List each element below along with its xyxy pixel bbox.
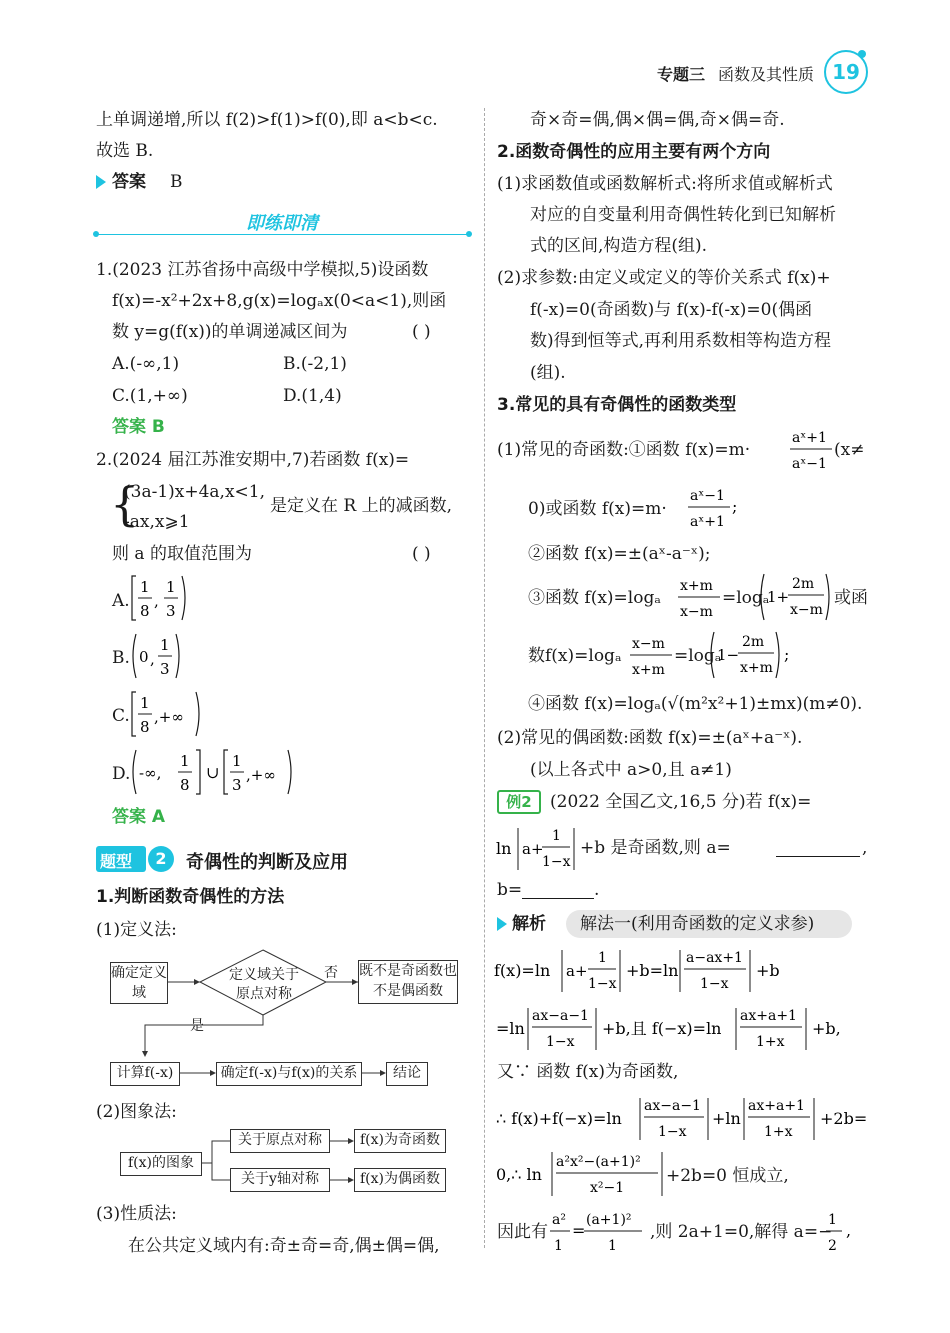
svg-text:3: 3 bbox=[160, 660, 170, 678]
svg-text:=: = bbox=[572, 1221, 586, 1240]
svg-text:1: 1 bbox=[166, 578, 176, 596]
svg-text:1: 1 bbox=[180, 752, 190, 770]
interval-a-svg bbox=[130, 572, 190, 624]
svg-text:+b,且 f(−x)=ln: +b,且 f(−x)=ln bbox=[602, 1019, 722, 1038]
flow2-even-text: f(x)为偶函数 bbox=[359, 1171, 440, 1187]
flow2-origin-text: 关于原点对称 bbox=[238, 1132, 322, 1148]
svg-text:a²x²−(a+1)²: a²x²−(a+1)² bbox=[556, 1154, 641, 1170]
continuation-line-2: 故选 B. bbox=[96, 141, 154, 161]
svg-text:+b=ln: +b=ln bbox=[626, 961, 679, 980]
answer-label: 答案 bbox=[112, 172, 146, 192]
definition-method: (1)定义法: bbox=[96, 920, 177, 940]
odd-fourth-pre: ③函数 f(x)=logₐ bbox=[528, 588, 661, 608]
svg-text:0: 0 bbox=[139, 648, 149, 666]
flow2-root-text: f(x)的图象 bbox=[127, 1155, 194, 1171]
odd-fourth-mid: =logₐ bbox=[722, 588, 770, 608]
svg-text:2m: 2m bbox=[742, 634, 765, 650]
svg-text:;: ; bbox=[784, 645, 790, 664]
solution-equation-1 bbox=[494, 942, 864, 998]
property-text: 在公共定义域内有:奇±奇=奇,偶±偶=偶, bbox=[128, 1236, 440, 1256]
svg-text:1: 1 bbox=[554, 1238, 563, 1254]
q2-option-d-label[interactable]: D. bbox=[112, 764, 131, 784]
svg-text:1: 1 bbox=[552, 828, 561, 844]
q2-brace: { bbox=[110, 477, 140, 531]
svg-text:ax+a+1: ax+a+1 bbox=[740, 1008, 797, 1024]
q1-line-1: 1.(2023 江苏省扬中高级中学模拟,5)设函数 bbox=[96, 260, 429, 280]
solution-line-6-tail: ,则 2a+1=0,解得 a=− bbox=[650, 1222, 833, 1242]
odd-fraction-4a bbox=[676, 572, 724, 622]
svg-text:ax−a−1: ax−a−1 bbox=[532, 1008, 589, 1024]
app-2-line-2: f(-x)=0(奇函数)与 f(x)-f(-x)=0(偶函 bbox=[530, 300, 813, 320]
q1-option-c[interactable]: C.(1,+∞) bbox=[112, 386, 188, 406]
svg-text:x²−1: x²−1 bbox=[590, 1180, 625, 1196]
app-2-line-4: (组). bbox=[530, 363, 566, 383]
svg-text:1: 1 bbox=[160, 636, 170, 654]
svg-text:+2b=: +2b= bbox=[820, 1109, 868, 1128]
solution-equation-2 bbox=[494, 1000, 874, 1056]
svg-text:x+m: x+m bbox=[632, 662, 665, 678]
answer-blank-a[interactable] bbox=[776, 856, 860, 857]
graph-method: (2)图象法: bbox=[96, 1102, 177, 1122]
odd-fraction-1 bbox=[788, 424, 834, 474]
svg-text:1−: 1− bbox=[717, 646, 740, 664]
svg-text:1: 1 bbox=[828, 1212, 837, 1228]
q1-paren: ( ) bbox=[412, 322, 431, 342]
q2-option-d-interval bbox=[130, 746, 300, 798]
topic-num: 2 bbox=[155, 849, 167, 868]
flow-no-label: 否 bbox=[324, 965, 338, 981]
svg-text:2m: 2m bbox=[792, 576, 815, 592]
q1-line-3: 数 y=g(f(x))的单调递减区间为 bbox=[112, 322, 348, 342]
flow-yes-label: 是 bbox=[190, 1018, 204, 1034]
practice-dot-right bbox=[466, 231, 472, 237]
flow-box-compute bbox=[110, 1062, 180, 1086]
odd-fraction-5b bbox=[708, 628, 792, 682]
solution-label: 解析 bbox=[512, 914, 546, 934]
svg-text:1: 1 bbox=[140, 578, 150, 596]
solution-line-6-pre: 因此有 bbox=[497, 1222, 548, 1242]
flow2-odd-result bbox=[354, 1129, 446, 1153]
svg-text:8: 8 bbox=[140, 602, 150, 620]
svg-text:+ln: +ln bbox=[712, 1109, 741, 1128]
odd-fourth-tail: 或函 bbox=[834, 588, 868, 608]
svg-text:8: 8 bbox=[140, 718, 150, 736]
practice-dot-left bbox=[93, 231, 99, 237]
app-1-line-1: (1)求函数值或函数解析式:将所求值或解析式 bbox=[497, 174, 833, 194]
example-line-3: b= bbox=[497, 880, 523, 900]
flow2-even-result bbox=[354, 1168, 446, 1192]
flow-box-conclusion bbox=[386, 1062, 428, 1086]
page-number: 19 bbox=[832, 60, 860, 84]
period: . bbox=[594, 880, 600, 900]
svg-text:0,∴ ln: 0,∴ ln bbox=[496, 1165, 542, 1184]
flow-box-neither bbox=[358, 960, 458, 1004]
odd-fraction-2 bbox=[686, 482, 740, 532]
app-1-line-3: 式的区间,构造方程(组). bbox=[530, 236, 708, 256]
svg-text:1+x: 1+x bbox=[756, 1034, 785, 1050]
q2-option-b-label[interactable]: B. bbox=[112, 648, 130, 668]
flow-box-compute-text: 计算f(-x) bbox=[116, 1065, 174, 1081]
q2-case-1: (3a-1)x+4a,x<1, bbox=[124, 482, 266, 502]
odd-second-pre: 0)或函数 f(x)=m· bbox=[528, 499, 667, 519]
solution-method: 解法一(利用奇函数的定义求参) bbox=[580, 914, 815, 934]
property-method: (3)性质法: bbox=[96, 1204, 177, 1224]
odd-fraction-4b bbox=[758, 570, 834, 624]
svg-text:a−ax+1: a−ax+1 bbox=[686, 950, 743, 966]
svg-text:;: ; bbox=[732, 497, 738, 516]
topic-badge-label: 题型 bbox=[100, 852, 133, 871]
example-line-2-tail: +b 是奇函数,则 a= bbox=[580, 838, 731, 858]
conditions-note: (以上各式中 a>0,且 a≠1) bbox=[530, 760, 732, 780]
odd-third: ②函数 f(x)=±(aˣ-a⁻ˣ); bbox=[528, 544, 711, 564]
flow2-odd-text: f(x)为奇函数 bbox=[359, 1132, 440, 1148]
svg-text:a+: a+ bbox=[522, 840, 544, 858]
section-2-title: 2.函数奇偶性的应用主要有两个方向 bbox=[497, 142, 771, 162]
app-2-line-3: 数)得到恒等式,再利用系数相等构造方程 bbox=[530, 331, 832, 351]
answer-value: B bbox=[170, 172, 183, 192]
svg-text:1: 1 bbox=[598, 950, 607, 966]
app-1-line-2: 对应的自变量利用奇偶性转化到已知解析 bbox=[530, 205, 836, 225]
q2-line-3: 则 a 的取值范围为 bbox=[112, 544, 252, 564]
svg-text:aˣ+1: aˣ+1 bbox=[792, 430, 827, 446]
q1-answer: 答案 B bbox=[112, 417, 165, 437]
svg-text:aˣ−1: aˣ−1 bbox=[792, 456, 827, 472]
continuation-line-1: 上单调递增,所以 f(2)>f(1)>f(0),即 a<b<c. bbox=[96, 110, 438, 130]
solution-result-fraction bbox=[824, 1204, 864, 1260]
svg-text:1−x: 1−x bbox=[542, 854, 571, 870]
q1-option-d[interactable]: D.(1,4) bbox=[283, 386, 342, 406]
section-1-title: 1.判断函数奇偶性的方法 bbox=[96, 887, 285, 907]
flow-box-relation bbox=[216, 1062, 362, 1086]
q2-option-a-label[interactable]: A. bbox=[112, 591, 130, 611]
svg-text:f(x)=ln: f(x)=ln bbox=[494, 961, 551, 980]
svg-text:1−x: 1−x bbox=[546, 1034, 575, 1050]
answer-blank-b[interactable] bbox=[522, 898, 594, 899]
svg-text:aˣ+1: aˣ+1 bbox=[690, 514, 725, 530]
svg-text:∪: ∪ bbox=[206, 763, 220, 782]
q2-line-1: 2.(2024 届江苏淮安期中,7)若函数 f(x)= bbox=[96, 450, 410, 470]
example-label-box bbox=[497, 790, 541, 814]
flow-box-relation-text: 确定f(-x)与f(x)的关系 bbox=[220, 1065, 358, 1081]
flow2-yaxis-text: 关于y轴对称 bbox=[241, 1171, 319, 1187]
example-line-1: (2022 全国乙文,16,5 分)若 f(x)= bbox=[550, 792, 812, 812]
q1-option-a[interactable]: A.(-∞,1) bbox=[112, 354, 180, 374]
svg-text:,+∞: ,+∞ bbox=[246, 766, 276, 784]
odd-fifth-pre: 数f(x)=logₐ bbox=[528, 646, 622, 666]
svg-text:,+∞: ,+∞ bbox=[154, 708, 184, 726]
svg-text:-∞,: -∞, bbox=[139, 764, 162, 782]
svg-text:1−x: 1−x bbox=[658, 1124, 687, 1140]
q2-option-c-label[interactable]: C. bbox=[112, 706, 130, 726]
solution-line-3: 又∵ 函数 f(x)为奇函数, bbox=[497, 1062, 679, 1082]
q2-option-a-interval bbox=[130, 572, 190, 624]
section-3-title: 3.常见的具有奇偶性的函数类型 bbox=[497, 395, 737, 415]
flow2-origin-symmetric bbox=[230, 1129, 330, 1153]
flow2-yaxis-symmetric bbox=[230, 1168, 330, 1192]
flow-diamond-label: 定义域关于原点对称 bbox=[229, 967, 299, 1002]
svg-text:x+m: x+m bbox=[680, 578, 713, 594]
svg-text:ln: ln bbox=[496, 839, 512, 858]
svg-text:ax−a−1: ax−a−1 bbox=[644, 1098, 701, 1114]
header-chapter: 函数及其性质 bbox=[718, 65, 815, 84]
svg-text:x+m: x+m bbox=[740, 660, 773, 676]
svg-text:1−x: 1−x bbox=[588, 976, 617, 992]
odd-fifth-mid: =logₐ bbox=[674, 646, 722, 666]
svg-text:ax+a+1: ax+a+1 bbox=[748, 1098, 805, 1114]
q2-option-c-interval bbox=[130, 688, 210, 740]
solution-equation-4 bbox=[494, 1090, 874, 1146]
svg-text:3: 3 bbox=[166, 602, 176, 620]
svg-text:(a+1)²: (a+1)² bbox=[586, 1212, 632, 1228]
page-badge-dot bbox=[858, 50, 866, 58]
interval-b-svg bbox=[130, 630, 190, 682]
flow2-root bbox=[120, 1152, 202, 1176]
flow-diamond-text bbox=[224, 966, 304, 1004]
interval-d-svg bbox=[130, 746, 300, 798]
svg-text:,: , bbox=[154, 592, 159, 610]
svg-text:,: , bbox=[846, 1221, 852, 1240]
svg-text:x−m: x−m bbox=[680, 604, 713, 620]
interval-c-svg bbox=[130, 688, 210, 740]
flow-box-conclusion-text: 结论 bbox=[393, 1065, 421, 1081]
svg-text:x−m: x−m bbox=[790, 602, 823, 618]
svg-text:a+: a+ bbox=[566, 962, 588, 980]
q1-line-2: f(x)=-x²+2x+8,g(x)=logₐx(0<a<1),则函 bbox=[112, 291, 447, 311]
odd-sixth: ④函数 f(x)=logₐ(√(m²x²+1)±mx)(m≠0). bbox=[528, 694, 863, 714]
svg-text:x−m: x−m bbox=[632, 636, 665, 652]
practice-title: 即练即清 bbox=[246, 213, 318, 234]
right-line-1: 奇×奇=偶,偶×偶=偶,奇×偶=奇. bbox=[530, 110, 785, 130]
topic-num-circle bbox=[148, 846, 174, 872]
app-2-line-1: (2)求参数:由定义或定义的等价关系式 f(x)+ bbox=[497, 268, 831, 288]
odd-intro: (1)常见的奇函数:①函数 f(x)=m· bbox=[497, 440, 751, 460]
comma: , bbox=[862, 838, 868, 858]
svg-text:1: 1 bbox=[608, 1238, 617, 1254]
solution-line-5-tail: +2b=0 恒成立, bbox=[666, 1166, 789, 1186]
even-functions: (2)常见的偶函数:函数 f(x)=±(aˣ+a⁻ˣ). bbox=[497, 728, 803, 748]
svg-text:+b,: +b, bbox=[812, 1019, 841, 1038]
svg-text:2: 2 bbox=[828, 1238, 837, 1254]
header-topic: 专题三 bbox=[657, 65, 706, 84]
solution-equation-6 bbox=[548, 1204, 654, 1260]
answer-marker-icon bbox=[96, 175, 106, 189]
svg-text:1−x: 1−x bbox=[700, 976, 729, 992]
odd-intro-tail: (x≠ bbox=[834, 440, 865, 460]
q2-case-2: -ax,x⩾1 bbox=[124, 512, 190, 532]
svg-text:1+: 1+ bbox=[767, 588, 790, 606]
column-divider bbox=[484, 108, 485, 1248]
svg-text:8: 8 bbox=[180, 776, 190, 794]
svg-text:1+x: 1+x bbox=[764, 1124, 793, 1140]
q2-answer: 答案 A bbox=[112, 807, 166, 827]
odd-fraction-5a bbox=[628, 630, 676, 680]
solution-marker-icon bbox=[497, 917, 507, 931]
example-label: 例2 bbox=[506, 793, 532, 811]
q1-option-b[interactable]: B.(-2,1) bbox=[283, 354, 347, 374]
svg-text:3: 3 bbox=[232, 776, 242, 794]
flow-box-define-domain bbox=[110, 962, 168, 1004]
flow-box-define-domain-text: 确定定义域 bbox=[111, 965, 167, 1001]
svg-text:1: 1 bbox=[232, 752, 242, 770]
svg-text:+b: +b bbox=[756, 961, 780, 980]
topic-title: 奇偶性的判断及应用 bbox=[186, 852, 348, 873]
svg-text:a²: a² bbox=[552, 1212, 566, 1228]
solution-equation-5 bbox=[494, 1146, 674, 1202]
svg-text:=ln: =ln bbox=[496, 1019, 525, 1038]
flow-box-neither-text: 既不是奇函数也不是偶函数 bbox=[359, 963, 457, 999]
svg-text:1: 1 bbox=[140, 694, 150, 712]
svg-text:∴ f(x)+f(−x)=ln: ∴ f(x)+f(−x)=ln bbox=[496, 1109, 622, 1128]
svg-text:aˣ−1: aˣ−1 bbox=[690, 488, 725, 504]
q2-line-2: 是定义在 R 上的减函数, bbox=[270, 496, 453, 516]
q2-option-b-interval bbox=[130, 630, 190, 682]
q2-paren: ( ) bbox=[412, 544, 431, 564]
svg-text:,: , bbox=[150, 650, 155, 668]
